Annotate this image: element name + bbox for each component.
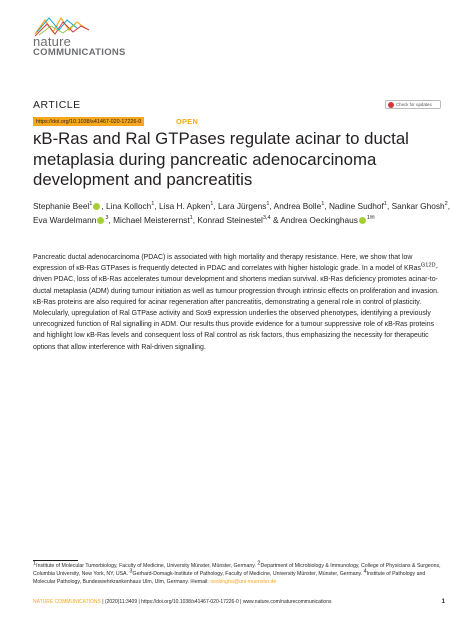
author-name: Konrad Steinestel [197, 214, 263, 225]
footer-journal-name: NATURE COMMUNICATIONS [33, 599, 101, 605]
abstract-text-part2: -driven PDAC, loss of κB-Ras accelerates tumour development and shortens median survival. κB-Ras deficiency promotes acinar-to-ductal metaplasia (ADM) during tumour initiation as well as tumour progression through intrinsic effects on proliferation and invasion. κB-Ras proteins are also required for acinar regeneration after pancreatitis, demonstrating a general role in control of plasticity. Molecularly, upregulation of Ral GTPase activity and Sox9 expression underlies the observed phenotypes, identifying a previously unrecognized function of Ral signalling in ADM. Our results thus provide evidence for a tumour suppressive role of κB-Ras proteins and highlight low κB-Ras levels and consequent loss of Ral control as risk factors, thus emphasizing the necessity for therapeutic options that allow interference with Ral-driven signalling. [33, 265, 439, 351]
abstract [33, 252, 441, 353]
affiliation-number: 4 [363, 568, 367, 575]
author-affiliation-sup: 1✉ [366, 214, 375, 221]
affiliation-text: Gerhard-Domagk-Institute of Pathology, Faculty of Medicine, University Münster, Münster, Germany. [132, 570, 363, 577]
affiliation-number: 1 [33, 560, 37, 567]
affiliation-text: Institute of Pathology and Molecular Pathology, Bundeswehrkrankenhaus Ulm, Ulm, Germany. [33, 570, 426, 585]
article-title: κB-Ras and Ral GTPases regulate acinar to ductal metaplasia during pancreatic adenocarcinoma development and pancreatitis [33, 129, 409, 189]
author-affiliation-sup: 3,4 [262, 214, 271, 221]
author-name: Nadine Sudhof [328, 201, 384, 211]
author-name: Andrea Oeckinghaus [280, 214, 358, 225]
affiliations [33, 560, 443, 586]
correspondence-email[interactable]: oeckingha@uni-muenster.de [210, 578, 277, 585]
affiliation-number: 3 [129, 568, 133, 575]
author-affiliation-sup: 2 [444, 201, 448, 208]
footer-citation [33, 599, 332, 605]
journal-logo [33, 14, 183, 60]
author-name: Stephanie Beel [33, 201, 90, 211]
author-name: Eva Wardelmann [33, 214, 97, 225]
author-affiliation-sup: 3 [105, 214, 109, 221]
page-footer [33, 599, 445, 605]
author-name: Michael Meisterernst [113, 214, 190, 225]
author-affiliation-sup: 1 [383, 201, 387, 208]
affiliation-text: Department of Microbiology & Immunology, College of Physicians & Surgeons, Columbia University, New York, NY, USA. [33, 563, 441, 577]
author-affiliation-sup: 1 [151, 201, 155, 208]
author-name: Lisa H. Apken [159, 201, 211, 211]
open-access-label: OPEN [176, 117, 199, 126]
author-name: Andrea Bolle [273, 201, 322, 211]
logo-word-nature: nature [33, 34, 72, 49]
orcid-icon[interactable] [97, 217, 104, 224]
author-affiliation-sup: 1 [89, 201, 93, 208]
author-list: Stephanie Beel$^1$ , Lina Kolloch$^1$, Lisa H. Apken$^1$, Lara Jürgens$^1$, Andrea Bolle$^1$, Nadine Sudhof$^1$, Sankar Ghosh$^2$, Eva Wardelmann $^3$, Michael Meisterernst$^1$, Konrad Steinestel$^{3,4}$ & Andrea Oeckinghaus $^{1✉}$ [33, 201, 451, 225]
author-affiliation-sup: 1 [266, 201, 270, 208]
author-affiliation-sup: 1 [321, 201, 325, 208]
page-number: 1 [441, 599, 445, 605]
doi-link[interactable]: https://doi.org/10.1038/s41467-020-17226-0 [33, 117, 144, 126]
email-prefix: email: [194, 578, 209, 585]
check-updates-icon [388, 102, 394, 108]
logo-word-communications: COMMUNICATIONS [33, 47, 126, 58]
kras-mutation-sup: G12D [420, 262, 436, 269]
article-type-label: ARTICLE [33, 99, 81, 111]
author-affiliation-sup: 1 [210, 201, 214, 208]
orcid-icon[interactable] [93, 203, 100, 210]
email-icon: ✉ [190, 578, 195, 585]
check-for-updates-badge[interactable] [385, 100, 441, 109]
check-for-updates-label: Check for updates [396, 102, 432, 107]
affiliation-text: Institute of Molecular Tumorbiology, Faculty of Medicine, University Münster, Münster, Germany. [36, 563, 256, 569]
author-name: Sankar Ghosh [391, 201, 445, 211]
author-affiliation-sup: 1 [189, 214, 193, 221]
orcid-icon[interactable] [359, 217, 366, 224]
affiliation-number: 2 [257, 560, 261, 567]
footer-citation-rest[interactable]: | (2020)11:3409 | https://doi.org/10.1038/s41467-020-17226-0 | www.nature.com/naturecommunications [102, 599, 332, 605]
footnote-rule [33, 560, 78, 561]
abstract-text-part1: Pancreatic ductal adenocarcinoma (PDAC) is associated with high mortality and therapy resistance. Here, we show that low expression of κB-Ras GTPases is frequently detected in PDAC and correlates with higher histologic grade. In a model of KRas [33, 254, 421, 273]
author-name: Lina Kolloch [106, 201, 152, 211]
author-name: Lara Jürgens [217, 201, 267, 211]
